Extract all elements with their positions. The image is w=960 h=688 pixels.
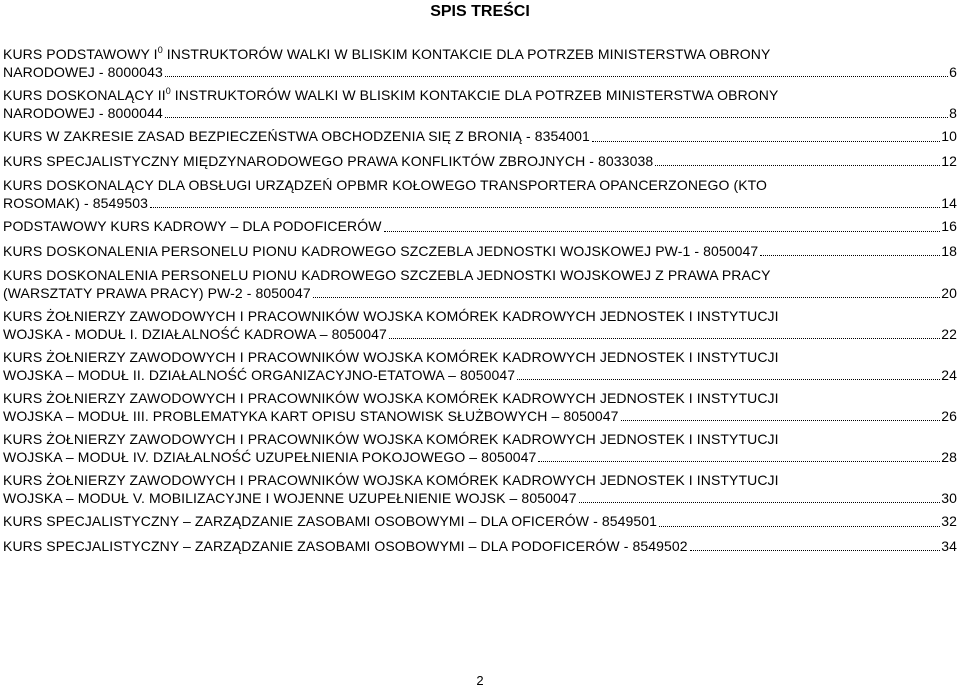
- toc-entry-text: KURS SPECJALISTYCZNY – ZARZĄDZANIE ZASOBAMI OSOBOWYMI – DLA OFICERÓW - 8549501: [3, 513, 658, 529]
- table-of-contents: [3, 46, 957, 562]
- dot-leader: [621, 420, 941, 421]
- toc-entry-text-continued: NARODOWEJ - 8000043: [3, 63, 163, 80]
- dot-leader: [313, 297, 940, 298]
- toc-entry[interactable]: [3, 431, 957, 466]
- toc-page-number: 30: [941, 489, 957, 506]
- toc-page-number: 26: [941, 407, 957, 424]
- dot-leader: [538, 461, 940, 462]
- toc-entry-text: KURS ŻOŁNIERZY ZAWODOWYCH I PRACOWNIKÓW WOJSKA KOMÓREK KADROWYCH JEDNOSTEK I INSTYTUCJI: [3, 390, 779, 406]
- toc-page-number: 10: [941, 128, 957, 144]
- toc-page-number: 24: [941, 366, 957, 383]
- superscript: 0: [157, 46, 163, 55]
- dot-leader: [384, 231, 941, 232]
- toc-entry-text-continued: (WARSZTATY PRAWA PRACY) PW-2 - 8050047: [3, 284, 311, 301]
- toc-entry-text: KURS ŻOŁNIERZY ZAWODOWYCH I PRACOWNIKÓW WOJSKA KOMÓREK KADROWYCH JEDNOSTEK I INSTYTUCJI: [3, 349, 779, 365]
- dot-leader: [760, 255, 940, 256]
- toc-entry[interactable]: [3, 390, 957, 425]
- toc-entry-text: KURS ŻOŁNIERZY ZAWODOWYCH I PRACOWNIKÓW WOJSKA KOMÓREK KADROWYCH JEDNOSTEK I INSTYTUCJI: [3, 308, 779, 324]
- dot-leader: [690, 550, 941, 551]
- dot-leader: [579, 502, 941, 503]
- toc-entry-text: KURS ŻOŁNIERZY ZAWODOWYCH I PRACOWNIKÓW WOJSKA KOMÓREK KADROWYCH JEDNOSTEK I INSTYTUCJI: [3, 472, 779, 488]
- toc-page-number: 18: [941, 242, 957, 259]
- toc-page-number: 12: [941, 152, 957, 169]
- dot-leader: [592, 141, 940, 142]
- toc-entry-text-continued: WOJSKA – MODUŁ III. PROBLEMATYKA KART OPISU STANOWISK SŁUŻBOWYCH – 8050047: [3, 407, 619, 424]
- toc-entry-text: KURS DOSKONALENIA PERSONELU PIONU KADROWEGO SZCZEBLA JEDNOSTKI WOJSKOWEJ PW-1 - 8050047: [3, 242, 759, 259]
- toc-entry-text: KURS W ZAKRESIE ZASAD BEZPIECZEŃSTWA OBCHODZENIA SIĘ Z BRONIĄ - 8354001: [3, 128, 590, 144]
- toc-entry[interactable]: [3, 46, 957, 81]
- toc-entry[interactable]: [3, 308, 957, 343]
- toc-page-number: 14: [941, 194, 957, 211]
- toc-entry[interactable]: [3, 513, 957, 531]
- toc-entry-text-continued: WOJSKA – MODUŁ IV. DZIAŁALNOŚĆ UZUPEŁNIENIA POKOJOWEGO – 8050047: [3, 448, 537, 465]
- toc-entry-text: PODSTAWOWY KURS KADROWY – DLA PODOFICERÓW: [3, 218, 382, 234]
- toc-entry[interactable]: [3, 349, 957, 384]
- toc-entry[interactable]: [3, 538, 957, 556]
- toc-entry-text: KURS SPECJALISTYCZNY – ZARZĄDZANIE ZASOBAMI OSOBOWYMI – DLA PODOFICERÓW - 8549502: [3, 537, 688, 554]
- toc-entry-text-continued: WOJSKA – MODUŁ V. MOBILIZACYJNE I WOJENNE UZUPEŁNIENIE WOJSK – 8050047: [3, 489, 577, 506]
- superscript: 0: [165, 87, 171, 96]
- toc-entry[interactable]: [3, 218, 957, 236]
- toc-page-number: 20: [941, 284, 957, 301]
- toc-page-number: 32: [941, 513, 957, 529]
- toc-entry[interactable]: [3, 243, 957, 261]
- toc-entry[interactable]: [3, 267, 957, 302]
- toc-entry-text-continued: WOJSKA – MODUŁ II. DZIAŁALNOŚĆ ORGANIZACYJNO-ETATOWA – 8050047: [3, 366, 516, 383]
- toc-entry-text-continued: WOJSKA - MODUŁ I. DZIAŁALNOŚĆ KADROWA – 8050047: [3, 325, 387, 342]
- dot-leader: [517, 379, 940, 380]
- toc-entry[interactable]: [3, 177, 957, 212]
- toc-entry-text: KURS PODSTAWOWY $I^0$ INSTRUKTORÓW WALKI W BLISKIM KONTAKCIE DLA POTRZEB MINISTERSTWA OBRONY: [3, 46, 771, 62]
- dot-leader: [165, 117, 948, 118]
- toc-entry-text: KURS DOSKONALĄCY DLA OBSŁUGI URZĄDZEŃ OPBMR KOŁOWEGO TRANSPORTERA OPANCERZONEGO (KTO: [3, 177, 768, 193]
- toc-entry-text-continued: NARODOWEJ - 8000044: [3, 104, 163, 121]
- page-title: SPIS TREŚCI: [430, 3, 530, 20]
- toc-entry[interactable]: [3, 128, 957, 146]
- toc-page-number: 22: [941, 325, 957, 342]
- toc-entry-text: KURS SPECJALISTYCZNY MIĘDZYNARODOWEGO PRAWA KONFLIKTÓW ZBROJNYCH - 8033038: [3, 152, 654, 169]
- dot-leader: [165, 76, 948, 77]
- toc-page-number: 34: [941, 537, 957, 554]
- toc-page-number: 6: [949, 63, 957, 80]
- toc-page-number: 28: [941, 448, 957, 465]
- toc-entry-text: KURS ŻOŁNIERZY ZAWODOWYCH I PRACOWNIKÓW WOJSKA KOMÓREK KADROWYCH JEDNOSTEK I INSTYTUCJI: [3, 431, 779, 447]
- toc-entry-text: KURS DOSKONALENIA PERSONELU PIONU KADROWEGO SZCZEBLA JEDNOSTKI WOJSKOWEJ Z PRAWA PRACY: [3, 267, 771, 283]
- toc-entry-text-continued: ROSOMAK) - 8549503: [3, 194, 148, 211]
- dot-leader: [389, 338, 940, 339]
- toc-page-number: 16: [941, 218, 957, 234]
- dot-leader: [655, 165, 940, 166]
- dot-leader: [659, 526, 940, 527]
- toc-entry-text: KURS DOSKONALĄCY $II^0$ INSTRUKTORÓW WALKI W BLISKIM KONTAKCIE DLA POTRZEB MINISTERSTWA OBRONY: [3, 87, 779, 103]
- dot-leader: [150, 207, 940, 208]
- toc-entry[interactable]: [3, 472, 957, 507]
- toc-entry[interactable]: [3, 87, 957, 122]
- toc-page-number: 8: [949, 104, 957, 121]
- toc-entry[interactable]: [3, 153, 957, 171]
- page-number: 2: [476, 673, 484, 688]
